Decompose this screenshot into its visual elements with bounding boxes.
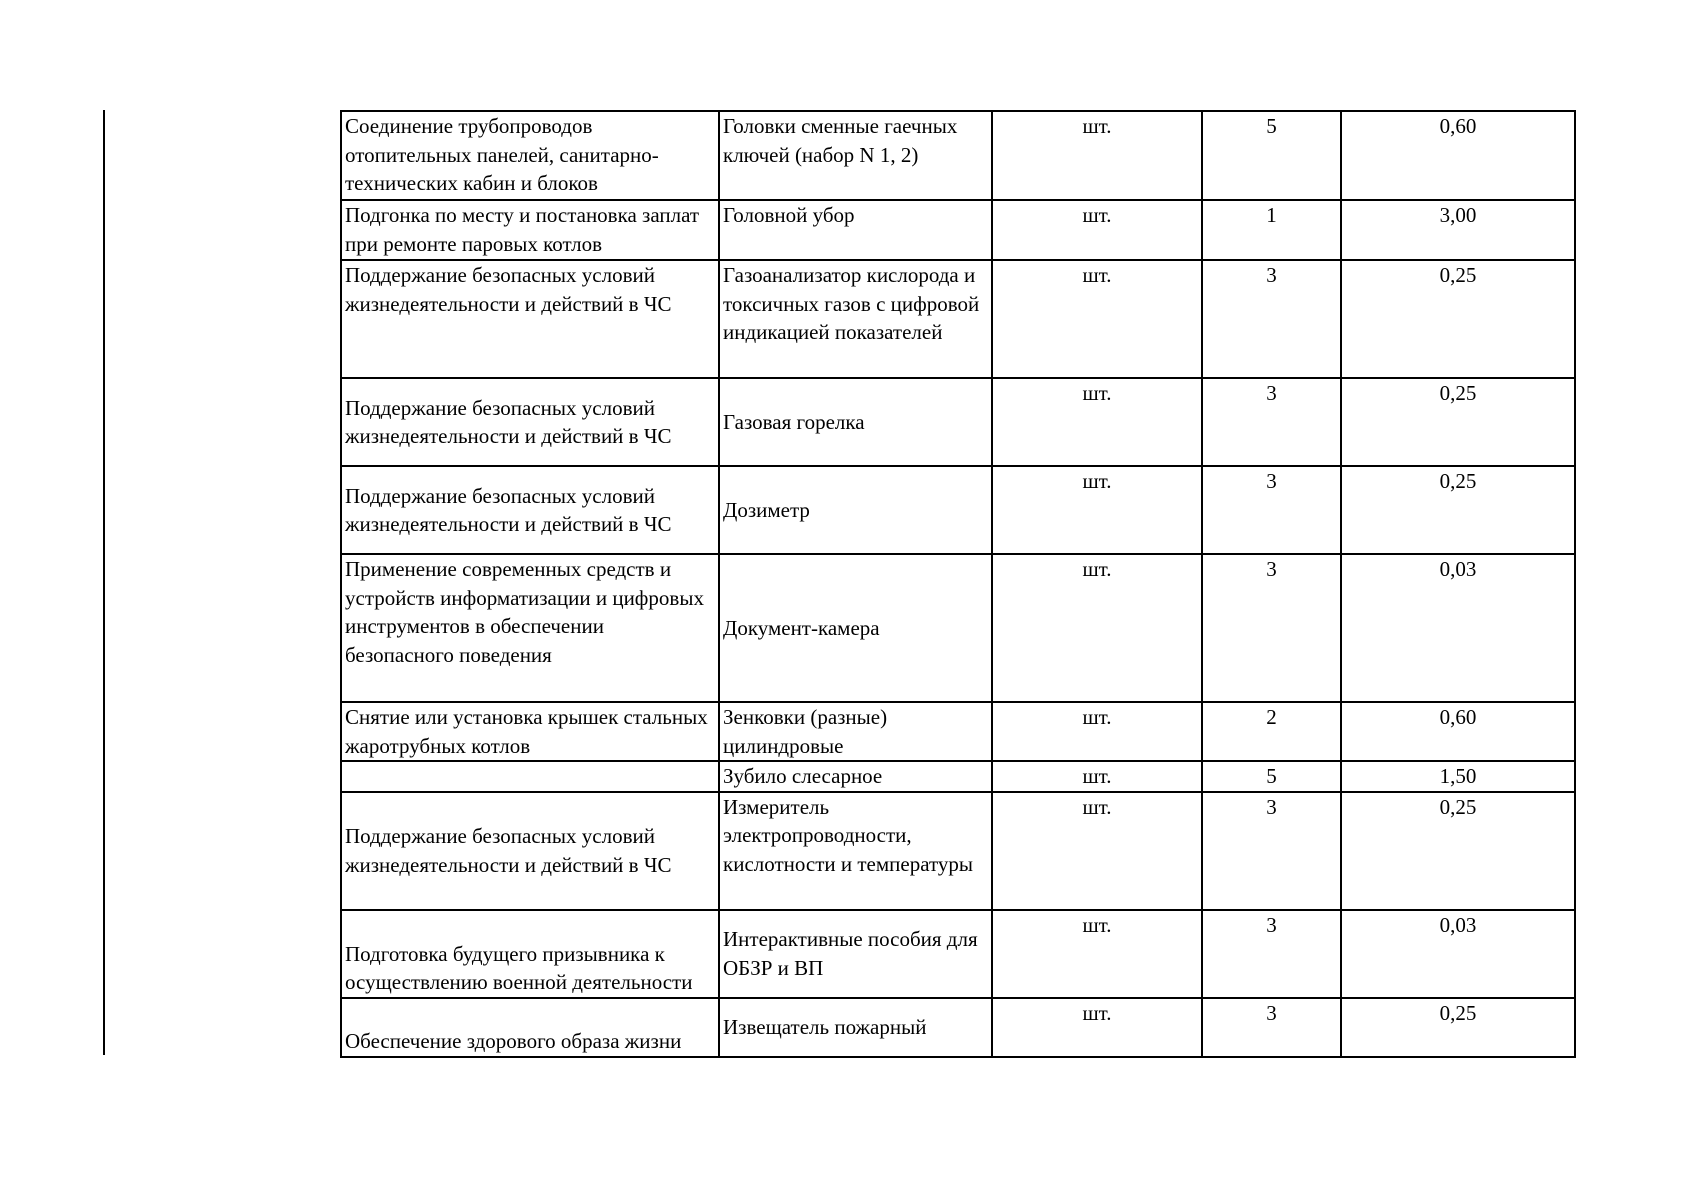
quantity-cell: 3 — [1202, 910, 1341, 998]
table-row — [341, 998, 1575, 1057]
norm-cell: 0,25 — [1341, 260, 1575, 378]
item-cell: Интерактивные пособия для ОБЗР и ВП — [719, 910, 992, 998]
unit-cell: шт. — [992, 702, 1202, 761]
norm-cell: 0,25 — [1341, 792, 1575, 910]
item-cell: Дозиметр — [719, 466, 992, 554]
table-row — [341, 910, 1575, 998]
item-cell: Головки сменные гаечных ключей (набор N 1, 2) — [719, 111, 992, 200]
norm-cell: 0,03 — [1341, 554, 1575, 702]
activity-cell: Снятие или установка крышек стальных жаротрубных котлов — [341, 702, 719, 761]
table-row — [341, 466, 1575, 554]
item-cell: Газоанализатор кислорода и токсичных газов с цифровой индикацией показателей — [719, 260, 992, 378]
unit-cell: шт. — [992, 111, 1202, 200]
item-cell: Зенковки (разные) цилиндровые — [719, 702, 992, 761]
norm-cell: 0,60 — [1341, 111, 1575, 200]
norm-cell: 0,25 — [1341, 998, 1575, 1057]
activity-cell: Поддержание безопасных условий жизнедеятельности и действий в ЧС — [341, 466, 719, 554]
unit-cell: шт. — [992, 554, 1202, 702]
activity-cell: Соединение трубопроводов отопительных панелей, санитарно-технических кабин и блоков — [341, 111, 719, 200]
quantity-cell: 2 — [1202, 702, 1341, 761]
activity-cell: Подготовка будущего призывника к осуществлению военной деятельности — [341, 910, 719, 998]
activity-cell: Подгонка по месту и постановка заплат при ремонте паровых котлов — [341, 200, 719, 260]
activity-cell: Обеспечение здорового образа жизни — [341, 998, 719, 1057]
unit-cell: шт. — [992, 200, 1202, 260]
quantity-cell: 3 — [1202, 792, 1341, 910]
activity-cell: Поддержание безопасных условий жизнедеятельности и действий в ЧС — [341, 792, 719, 910]
quantity-cell: 5 — [1202, 761, 1341, 792]
table-row — [341, 200, 1575, 260]
norm-cell: 1,50 — [1341, 761, 1575, 792]
quantity-cell: 3 — [1202, 998, 1341, 1057]
item-cell: Газовая горелка — [719, 378, 992, 466]
table-row — [341, 111, 1575, 200]
norm-cell: 0,25 — [1341, 378, 1575, 466]
quantity-cell: 1 — [1202, 200, 1341, 260]
table-row — [341, 260, 1575, 378]
norm-cell: 0,25 — [1341, 466, 1575, 554]
activity-cell: Применение современных средств и устройств информатизации и цифровых инструментов в обеспечении безопасного поведения — [341, 554, 719, 702]
table-row — [341, 554, 1575, 702]
activity-cell — [341, 761, 719, 792]
equipment-table — [340, 110, 1576, 1058]
unit-cell: шт. — [992, 792, 1202, 910]
norm-cell: 0,03 — [1341, 910, 1575, 998]
item-cell: Зубило слесарное — [719, 761, 992, 792]
item-cell: Измеритель электропроводности, кислотности и температуры — [719, 792, 992, 910]
activity-cell: Поддержание безопасных условий жизнедеятельности и действий в ЧС — [341, 260, 719, 378]
table-row — [341, 378, 1575, 466]
page-margin-line — [103, 110, 105, 1055]
unit-cell: шт. — [992, 761, 1202, 792]
table-row — [341, 702, 1575, 761]
quantity-cell: 3 — [1202, 466, 1341, 554]
item-cell: Документ-камера — [719, 554, 992, 702]
quantity-cell: 3 — [1202, 260, 1341, 378]
table-row — [341, 792, 1575, 910]
activity-cell: Поддержание безопасных условий жизнедеятельности и действий в ЧС — [341, 378, 719, 466]
item-cell: Извещатель пожарный — [719, 998, 992, 1057]
norm-cell: 3,00 — [1341, 200, 1575, 260]
unit-cell: шт. — [992, 378, 1202, 466]
item-cell: Головной убор — [719, 200, 992, 260]
quantity-cell: 5 — [1202, 111, 1341, 200]
unit-cell: шт. — [992, 260, 1202, 378]
unit-cell: шт. — [992, 998, 1202, 1057]
quantity-cell: 3 — [1202, 378, 1341, 466]
unit-cell: шт. — [992, 466, 1202, 554]
unit-cell: шт. — [992, 910, 1202, 998]
table-row — [341, 761, 1575, 792]
norm-cell: 0,60 — [1341, 702, 1575, 761]
quantity-cell: 3 — [1202, 554, 1341, 702]
